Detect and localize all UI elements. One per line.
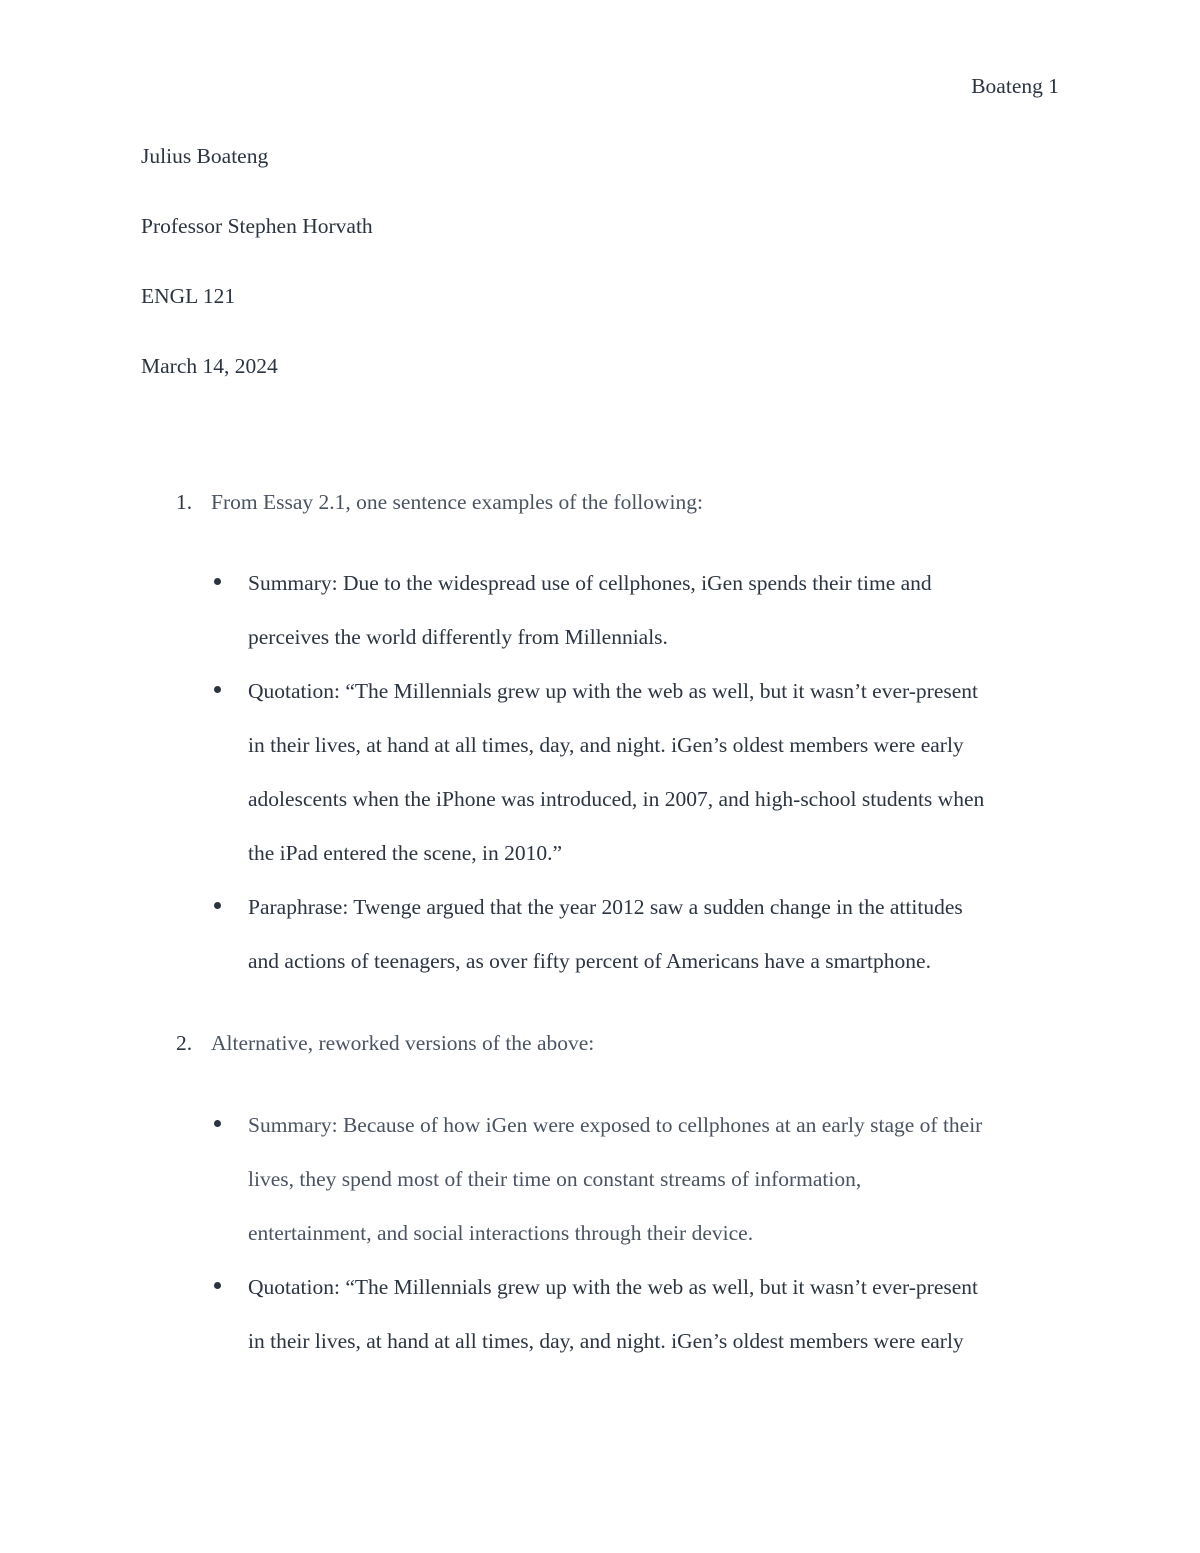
bullet-line: perceives the world differently from Millennials.	[248, 625, 668, 649]
bullet-line: and actions of teenagers, as over fifty percent of Americans have a smartphone.	[248, 949, 931, 973]
bullet-line: lives, they spend most of their time on constant streams of information,	[248, 1167, 862, 1191]
bullet-quotation	[248, 664, 1068, 880]
bullet-line: Quotation: “The Millennials grew up with the web as well, but it wasn’t ever-present	[248, 1275, 978, 1299]
bullet-summary-reworked	[248, 1098, 1068, 1260]
bullet-line: the iPad entered the scene, in 2010.”	[248, 841, 563, 865]
bullet-line: in their lives, at hand at all times, day, and night. iGen’s oldest members were early	[248, 1329, 964, 1353]
essay-date: March 14, 2024	[141, 354, 278, 378]
numbered-item-2	[176, 1029, 594, 1057]
running-head: Boateng 1	[971, 74, 1059, 98]
bullet-line: Summary: Due to the widespread use of cellphones, iGen spends their time and	[248, 571, 932, 595]
bullet-dot-icon	[214, 1282, 221, 1289]
bullet-dot-icon	[214, 578, 221, 585]
professor-name: Professor Stephen Horvath	[141, 214, 373, 238]
student-name: Julius Boateng	[141, 144, 269, 168]
bullet-paraphrase	[248, 880, 1068, 988]
bullet-line: adolescents when the iPhone was introduced, in 2007, and high-school students when	[248, 787, 985, 811]
item-text: Alternative, reworked versions of the above:	[211, 1031, 595, 1055]
bullet-line: Quotation: “The Millennials grew up with the web as well, but it wasn’t ever-present	[248, 679, 978, 703]
numbered-item-1	[176, 488, 703, 516]
bullet-line: Paraphrase: Twenge argued that the year 2012 saw a sudden change in the attitudes	[248, 895, 963, 919]
item-text: From Essay 2.1, one sentence examples of the following:	[211, 490, 704, 514]
bullet-summary	[248, 556, 1068, 664]
course-name: ENGL 121	[141, 284, 236, 308]
bullet-line: Summary: Because of how iGen were exposed to cellphones at an early stage of their	[248, 1113, 983, 1137]
bullet-line: entertainment, and social interactions through their device.	[248, 1221, 754, 1245]
bullet-dot-icon	[214, 686, 221, 693]
bullet-line: in their lives, at hand at all times, day, and night. iGen’s oldest members were early	[248, 733, 964, 757]
bullet-quotation-reworked	[248, 1260, 1068, 1368]
bullet-dot-icon	[214, 1120, 221, 1127]
item-number: 2.	[176, 1031, 193, 1055]
item-number: 1.	[176, 490, 193, 514]
bullet-dot-icon	[214, 902, 221, 909]
